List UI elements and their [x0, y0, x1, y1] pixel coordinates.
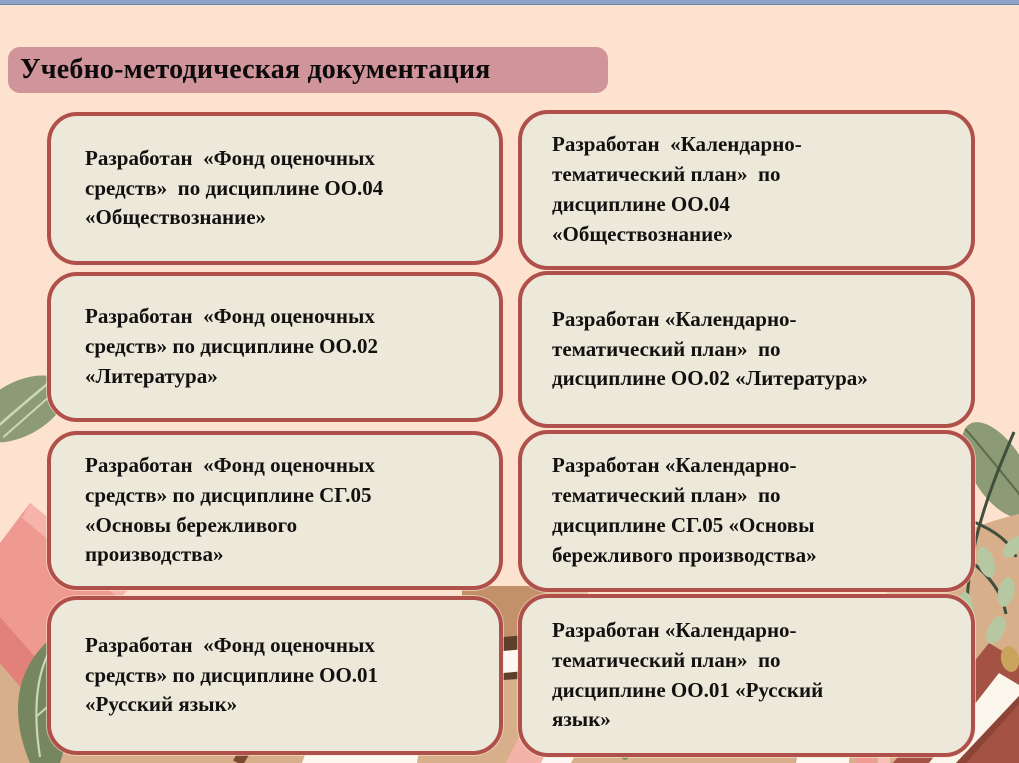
card-text: Разработан «Фонд оценочных средств» по дисциплине СГ.05 «Основы бережливого производства»	[85, 452, 381, 567]
card-text: Разработан «Фонд оценочных средств» по дисциплине ОО.02 «Литература»	[85, 304, 384, 388]
card-ktp-sg05	[518, 430, 975, 592]
card-text: Разработан «Календарно-тематический план» по дисциплине ОО.04 «Обществознание»	[552, 132, 802, 246]
card-fos-sg05	[47, 431, 503, 590]
card-text: Разработан «Фонд оценочных средств» по дисциплине ОО.01 «Русский язык»	[85, 632, 384, 717]
slide-title-text: Учебно-методическая документация	[20, 54, 491, 85]
card-fos-oo02	[47, 272, 503, 422]
card-ktp-oo02	[518, 271, 975, 428]
card-text: Разработан «Календарно-тематический план» по дисциплине ОО.01 «Русский язык»	[552, 617, 829, 732]
card-text: Разработан «Фонд оценочных средств» по дисциплине ОО.04 «Обществознание»	[85, 145, 389, 230]
card-text: Разработан «Календарно-тематический план» по дисциплине ОО.02 «Литература»	[552, 306, 868, 391]
slide-title-bar	[8, 47, 608, 93]
top-strip	[0, 0, 1019, 5]
card-text: Разработан «Календарно-тематический план» по дисциплине СГ.05 «Основы бережливого производства»	[552, 453, 820, 567]
card-ktp-oo04	[518, 110, 975, 270]
card-fos-oo01	[47, 596, 503, 755]
card-fos-oo04	[47, 112, 503, 265]
card-ktp-oo01	[518, 594, 975, 757]
